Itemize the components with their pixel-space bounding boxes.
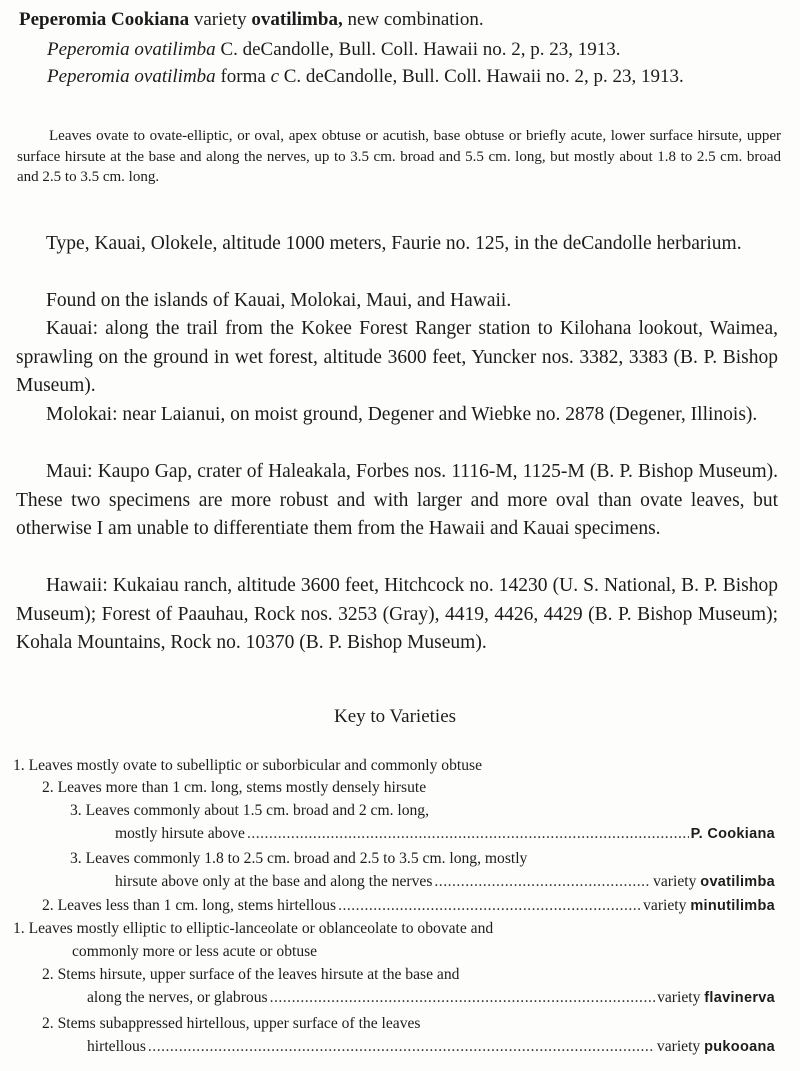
locality-island: Maui xyxy=(46,461,88,482)
synonym-citation: C. deCandolle, Bull. Coll. Hawaii no. 2, p. 23, 1913. xyxy=(220,39,621,60)
leader-dots xyxy=(270,987,656,1009)
locality-island: Molokai xyxy=(46,404,113,425)
result-prefix: variety xyxy=(653,873,697,890)
key-line: commonly more or less acute or obtuse xyxy=(72,943,318,960)
locality-text: : Kaupo Gap, crater of Haleakala, Forbes nos. 1116-M, 1125-M (B. P. Bishop Museum). These two specimens are more robust and with larger and more oval than ovate leaves, but otherwise I am unable to differentiate them from the Hawaii and Kauai specimens. xyxy=(16,461,778,540)
key-lead-line xyxy=(42,895,775,917)
locality-text: : Kukaiau ranch, altitude 3600 feet, Hitchcock no. 14230 (U. S. National, B. P. Bishop Museum); Forest of Paauhau, Rock nos. 3253 (Gray), 4419, 4426, 4429 (B. P. Bishop Museum); Kohala Mountains, Rock no. 10370 (B. P. Bishop Museum). xyxy=(16,575,778,654)
synonym-citation: C. deCandolle, Bull. Coll. Hawaii no. 2, p. 23, 1913. xyxy=(283,66,684,87)
key-result xyxy=(653,871,775,893)
key-result xyxy=(657,1036,775,1058)
key-lead-line xyxy=(115,823,775,845)
taxon-name: minutilimba xyxy=(690,898,775,914)
taxon-name: pukooana xyxy=(704,1039,775,1055)
key-line: 2. Leaves more than 1 cm. long, stems mostly densely hirsute xyxy=(42,779,427,796)
locality-hawaii xyxy=(16,572,778,658)
key-line: hirsute above only at the base and along the nerves xyxy=(115,873,433,890)
synonym-forma-letter: c xyxy=(270,66,279,87)
result-prefix: variety xyxy=(643,897,687,914)
taxon-heading xyxy=(19,6,789,34)
locality-kauai xyxy=(16,315,778,401)
taxon-name: ovatilimba xyxy=(700,874,775,890)
key-result xyxy=(691,823,775,845)
key-line: 3. Leaves commonly about 1.5 cm. broad and 2 cm. long, xyxy=(70,802,430,819)
key-lead-line xyxy=(115,871,775,893)
key-line: 2. Leaves less than 1 cm. long, stems hirtellous xyxy=(42,897,337,914)
taxon-rank: variety xyxy=(193,9,247,30)
synonym-1 xyxy=(19,37,789,63)
key-line: hirtellous xyxy=(87,1038,146,1055)
result-prefix: variety xyxy=(657,989,701,1006)
leader-dots xyxy=(434,871,651,893)
locality-text: : near Laianui, on moist ground, Degener and Wiebke no. 2878 (Degener, Illinois). xyxy=(112,404,758,425)
taxon-name: P. Cookiana xyxy=(690,826,775,842)
leader-dots xyxy=(338,895,641,917)
key-lead-line xyxy=(87,987,775,1009)
locality-island: Kauai xyxy=(46,318,93,339)
synonym-2 xyxy=(19,64,789,90)
leader-dots xyxy=(247,823,689,845)
locality-island: Hawaii xyxy=(46,575,103,596)
key-line: 1. Leaves mostly elliptic to elliptic-lanceolate or oblanceolate to obovate and xyxy=(13,920,494,937)
key-line: 2. Stems subappressed hirtellous, upper surface of the leaves xyxy=(42,1015,421,1032)
key-line: 1. Leaves mostly ovate to subelliptic or suborbicular and commonly obtuse xyxy=(13,757,483,774)
key-result xyxy=(657,987,775,1009)
leader-dots xyxy=(148,1036,655,1058)
locality-text: : along the trail from the Kokee Forest Ranger station to Kilohana lookout, Waimea, sprawling on the ground in wet forest, altitude 3600 feet, Yuncker nos. 3382, 3383 (B. P. Bishop Museum). xyxy=(16,318,778,397)
species-description: Leaves ovate to ovate-elliptic, or oval, apex obtuse or acutish, base obtuse or briefly acute, lower surface hirsute, upper surface hirsute at the base and along the nerves, up to 3.5 cm. broad and 5.5 cm. long, but mostly about 1.8 to 2.5 cm. broad and 2.5 to 3.5 cm. long. xyxy=(17,128,781,185)
taxon-name: Peperomia Cookiana xyxy=(19,9,190,30)
synonym-forma: forma xyxy=(220,66,266,87)
result-prefix: variety xyxy=(656,1038,701,1055)
nomenclature-note: new combination. xyxy=(347,9,484,30)
key-line: along the nerves, or glabrous xyxy=(87,989,268,1006)
locality-molokai xyxy=(16,401,778,430)
taxon-name: flavinerva xyxy=(704,990,775,1006)
taxon-epithet: ovatilimba, xyxy=(251,9,343,30)
key-title: Key to Varieties xyxy=(333,706,457,727)
synonym-name: Peperomia ovatilimba xyxy=(47,66,216,87)
key-lead-line xyxy=(87,1036,775,1058)
key-line: 2. Stems hirsute, upper surface of the leaves hirsute at the base and xyxy=(42,966,460,983)
locality-maui xyxy=(16,458,778,544)
key-result xyxy=(643,895,775,917)
key-line: mostly hirsute above xyxy=(115,825,245,842)
distribution-paragraph: Found on the islands of Kauai, Molokai, Maui, and Hawaii. xyxy=(46,290,512,311)
key-line: 3. Leaves commonly 1.8 to 2.5 cm. broad and 2.5 to 3.5 cm. long, mostly xyxy=(70,850,528,867)
type-paragraph: Type, Kauai, Olokele, altitude 1000 meters, Faurie no. 125, in the deCandolle herbarium. xyxy=(46,233,742,254)
synonym-name: Peperomia ovatilimba xyxy=(47,39,216,60)
